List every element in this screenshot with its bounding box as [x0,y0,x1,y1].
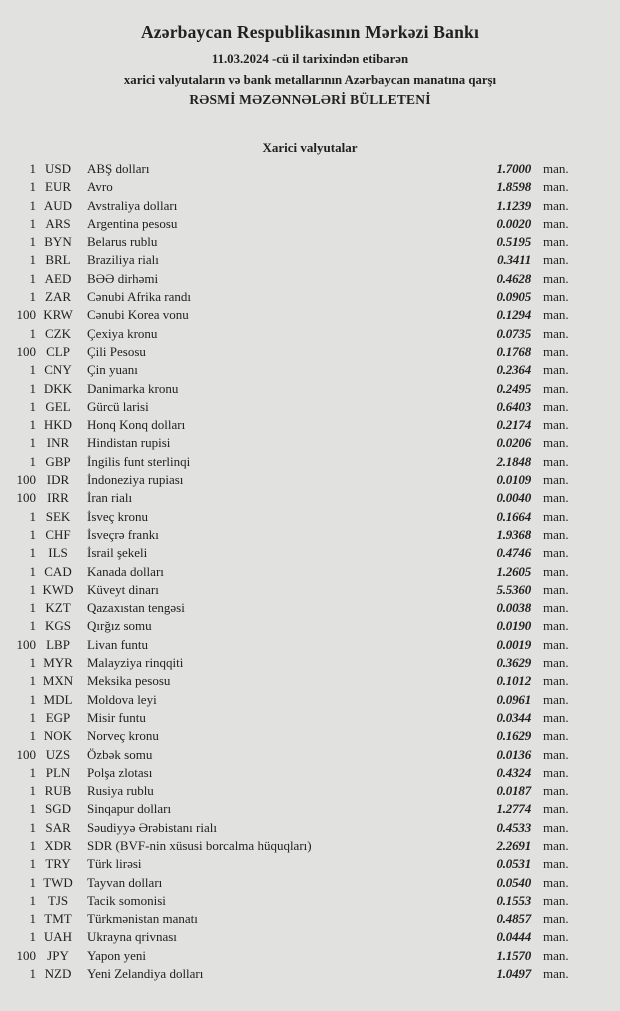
rate-value: 0.0905 [496,289,531,305]
rate-row [0,398,574,416]
rate-value: 1.1239 [496,197,531,213]
rate-value: 0.2495 [496,380,531,396]
rate-row [0,453,574,471]
currency-name: Qazaxıstan tengəsi [87,600,185,616]
currency-quantity: 1 [29,161,36,176]
rate-row [0,709,574,727]
currency-quantity: 1 [29,581,36,597]
currency-code: IDR [46,472,70,488]
currency-quantity: 1 [29,673,36,689]
rate-row [0,581,574,599]
currency-name: İsveçrə frankı [87,526,159,542]
currency-name: Sinqapur dolları [87,801,172,817]
currency-quantity: 1 [29,234,36,250]
rate-value: 0.3411 [497,252,531,268]
currency-quantity: 1 [29,600,36,616]
currency-code: CHF [45,526,71,542]
currency-name: Hindistan rupisi [87,435,171,451]
currency-code: EGP [45,709,71,725]
unit-label: man. [543,472,569,488]
currency-code: DKK [43,380,73,396]
rate-value: 0.4746 [496,545,531,561]
currency-quantity: 100 [16,307,36,323]
unit-label: man. [543,636,569,652]
currency-code: MDL [43,691,73,707]
currency-code: AUD [43,197,73,213]
currency-name: Türk lirəsi [87,856,142,872]
rate-value: 0.0540 [496,874,531,890]
currency-code: KRW [43,307,73,323]
currency-name: Qırğız somu [87,618,152,634]
rate-row [0,489,574,507]
rate-value: 0.0136 [496,746,531,762]
rate-row [0,233,574,251]
currency-name: Cənubi Korea vonu [87,307,189,323]
currency-quantity: 1 [29,179,36,195]
unit-label: man. [543,947,569,963]
currency-quantity: 1 [29,856,36,872]
bulletin-subtitle: xarici valyutaların və bank metallarının Azərbaycan manatına qarşı [123,73,497,87]
unit-label: man. [543,837,569,853]
currency-quantity: 100 [16,746,36,762]
unit-label: man. [543,655,569,671]
rate-value: 0.6403 [496,398,531,414]
currency-code: KWD [42,581,74,597]
currency-name: Çin yuanı [87,362,138,378]
rate-row [0,526,574,544]
unit-label: man. [543,307,569,323]
currency-quantity: 1 [29,728,36,744]
unit-label: man. [543,728,569,744]
rate-value: 0.1294 [496,307,531,323]
currency-name: Səudiyyə Ərəbistanı rialı [87,819,217,835]
rate-value: 0.2364 [496,362,531,378]
currency-code: MXN [42,673,74,689]
unit-label: man. [543,691,569,707]
currency-quantity: 1 [29,837,36,853]
unit-label: man. [543,490,569,506]
currency-code: GEL [45,398,71,414]
currency-code: XDR [44,837,72,853]
currency-name: İndoneziya rupiası [87,472,184,488]
currency-quantity: 1 [29,197,36,213]
currency-code: RUB [44,783,72,799]
currency-name: Honq Konq dolları [87,417,186,433]
currency-quantity: 1 [29,874,36,890]
rate-value: 0.0109 [496,472,531,488]
rate-row [0,599,574,617]
currency-name: SDR (BVF-nin xüsusi borcalma hüquqları) [87,837,312,853]
unit-label: man. [543,673,569,689]
rate-row [0,746,574,764]
currency-name: Çili Pesosu [87,343,146,359]
currency-name: Tayvan dolları [87,874,163,890]
unit-label: man. [543,746,569,762]
currency-quantity: 1 [29,453,36,469]
unit-label: man. [543,545,569,561]
currency-code: TRY [45,856,71,872]
section-title-foreign-currencies: Xarici valyutalar [262,140,358,155]
currency-quantity: 1 [29,618,36,634]
rate-value: 1.2774 [496,801,531,817]
unit-label: man. [543,618,569,634]
currency-name: İsveç kronu [87,508,149,524]
rate-value: 0.4324 [496,764,531,780]
currency-code: IRR [47,490,69,506]
currency-name: Moldova leyi [87,691,157,707]
rate-row [0,947,574,965]
currency-name: Polşa zlotası [87,764,153,780]
bulletin-header [0,0,620,108]
currency-code: TJS [47,892,69,908]
currency-name: Türkmənistan manatı [87,911,198,927]
rate-value: 1.0497 [496,966,531,982]
unit-label: man. [543,380,569,396]
rate-row [0,654,574,672]
rate-value: 0.0040 [496,490,531,506]
unit-label: man. [543,161,569,176]
rate-value: 1.2605 [496,563,531,579]
unit-label: man. [543,362,569,378]
currency-name: Misir funtu [87,709,146,725]
currency-quantity: 1 [29,764,36,780]
currency-name: İsrail şekeli [87,545,148,561]
currency-name: Küveyt dinarı [87,581,159,597]
unit-label: man. [543,289,569,305]
rate-row [0,764,574,782]
rate-row [0,800,574,818]
unit-label: man. [543,600,569,616]
unit-label: man. [543,783,569,799]
rate-row [0,617,574,635]
currency-quantity: 1 [29,325,36,341]
rate-value: 0.0187 [496,783,531,799]
rate-value: 0.5195 [496,234,531,250]
rate-row [0,380,574,398]
rate-row [0,855,574,873]
unit-label: man. [543,801,569,817]
rate-value: 1.7000 [496,161,531,176]
currency-quantity: 1 [29,398,36,414]
currency-name: Danimarka kronu [87,380,179,396]
currency-code: JPY [47,947,69,963]
unit-label: man. [543,234,569,250]
rate-row [0,306,574,324]
currency-code: HKD [43,417,73,433]
unit-label: man. [543,252,569,268]
currency-quantity: 1 [29,215,36,231]
currency-name: Gürcü larisi [87,398,149,414]
currency-code: TWD [43,874,73,890]
rate-value: 0.0735 [496,325,531,341]
rates-table [0,160,620,983]
currency-quantity: 100 [16,947,36,963]
rate-value: 0.4857 [496,911,531,927]
currency-name: ABŞ dolları [87,161,150,176]
unit-label: man. [543,435,569,451]
rate-row [0,215,574,233]
currency-code: SGD [44,801,71,817]
currency-code: UZS [45,746,71,762]
rate-value: 0.1664 [496,508,531,524]
unit-label: man. [543,453,569,469]
currency-name: Meksika pesosu [87,673,171,689]
currency-quantity: 100 [16,490,36,506]
rate-row [0,910,574,928]
currency-quantity: 1 [29,966,36,982]
rate-value: 0.1012 [496,673,531,689]
currency-quantity: 1 [29,545,36,561]
rate-value: 0.1553 [496,892,531,908]
currency-quantity: 100 [16,636,36,652]
currency-code: NOK [43,728,73,744]
currency-code: KGS [44,618,71,634]
currency-quantity: 1 [29,270,36,286]
currency-name: Rusiya rublu [87,783,154,799]
rate-row [0,874,574,892]
currency-name: BƏƏ dirhəmi [87,270,159,286]
rate-value: 0.4533 [496,819,531,835]
currency-code: CLP [46,343,70,359]
rate-value: 0.0020 [496,215,531,231]
currency-quantity: 1 [29,289,36,305]
rate-row [0,471,574,489]
rate-row [0,672,574,690]
rate-row [0,288,574,306]
currency-quantity: 1 [29,819,36,835]
currency-code: ZAR [45,289,71,305]
currency-code: AED [44,270,72,286]
rate-value: 0.0961 [496,691,531,707]
currency-name: Braziliya rialı [87,252,159,268]
currency-name: Malayziya rinqqiti [87,655,184,671]
rate-value: 0.0019 [496,636,531,652]
currency-name: İngilis funt sterlinqi [87,453,191,469]
currency-name: Yapon yeni [87,947,146,963]
currency-code: BRL [45,252,71,268]
rate-value: 0.1768 [496,343,531,359]
currency-name: Cənubi Afrika randı [87,289,191,305]
rate-value: 0.3629 [496,655,531,671]
currency-quantity: 1 [29,508,36,524]
currency-name: Yeni Zelandiya dolları [87,966,204,982]
rate-value: 0.0531 [496,856,531,872]
rate-row [0,361,574,379]
rate-value: 0.0190 [496,618,531,634]
unit-label: man. [543,581,569,597]
unit-label: man. [543,966,569,982]
currency-quantity: 1 [29,655,36,671]
rate-value: 0.0444 [496,929,531,945]
effective-date-line: 11.03.2024 -cü il tarixindən etibarən [211,52,409,66]
currency-code: LBP [46,636,70,652]
rate-row [0,691,574,709]
unit-label: man. [543,874,569,890]
currency-code: ARS [45,215,71,231]
currency-name: Kanada dolları [87,563,164,579]
unit-label: man. [543,929,569,945]
rate-value: 5.5360 [496,581,531,597]
currency-code: TMT [44,911,72,927]
currency-quantity: 1 [29,911,36,927]
rate-row [0,819,574,837]
currency-code: KZT [45,600,71,616]
currency-name: Belarus rublu [87,234,158,250]
rate-value: 0.0038 [496,600,531,616]
currency-quantity: 1 [29,801,36,817]
unit-label: man. [543,563,569,579]
currency-code: GBP [45,453,71,469]
currency-code: CNY [44,362,72,378]
currency-quantity: 1 [29,691,36,707]
currency-code: EUR [45,179,71,195]
rate-row [0,251,574,269]
rate-value: 2.1848 [496,453,531,469]
unit-label: man. [543,270,569,286]
rate-value: 2.2691 [496,837,531,853]
currency-name: Tacik somonisi [87,892,166,908]
currency-quantity: 1 [29,417,36,433]
currency-code: USD [44,161,71,176]
currency-name: Argentina pesosu [87,215,178,231]
rate-value: 0.0206 [496,435,531,451]
bulletin-title: RƏSMİ MƏZƏNNƏLƏRİ BÜLLETENİ [189,92,431,107]
currency-name: İran rialı [87,490,133,506]
rate-row [0,965,574,983]
rate-value: 1.9368 [496,526,531,542]
currency-code: INR [46,435,70,451]
unit-label: man. [543,819,569,835]
unit-label: man. [543,709,569,725]
rate-row [0,636,574,654]
currency-quantity: 1 [29,709,36,725]
currency-quantity: 1 [29,783,36,799]
currency-quantity: 1 [29,435,36,451]
currency-code: MYR [43,655,73,671]
currency-code: NZD [44,966,72,982]
unit-label: man. [543,325,569,341]
currency-quantity: 1 [29,892,36,908]
currency-code: SAR [45,819,71,835]
rate-value: 0.2174 [496,417,531,433]
currency-code: CZK [45,325,71,341]
unit-label: man. [543,215,569,231]
rate-row [0,416,574,434]
rate-value: 0.1629 [496,728,531,744]
rate-row [0,563,574,581]
currency-quantity: 1 [29,362,36,378]
currency-quantity: 100 [16,472,36,488]
currency-code: CAD [44,563,72,579]
rate-row [0,727,574,745]
unit-label: man. [543,417,569,433]
unit-label: man. [543,526,569,542]
unit-label: man. [543,764,569,780]
currency-code: SEK [45,508,71,524]
currency-name: Ukrayna qrivnası [87,929,177,945]
currency-name: Avstraliya dolları [87,197,178,213]
rate-value: 0.4628 [496,270,531,286]
rate-row [0,782,574,800]
currency-code: BYN [44,234,72,250]
currency-name: Avro [87,179,113,195]
unit-label: man. [543,343,569,359]
currency-code: PLN [45,764,71,780]
currency-name: Livan funtu [87,636,149,652]
rate-row [0,508,574,526]
rate-row [0,434,574,452]
currency-quantity: 100 [16,343,36,359]
rate-row [0,544,574,562]
unit-label: man. [543,892,569,908]
unit-label: man. [543,856,569,872]
rate-row [0,325,574,343]
rate-row [0,837,574,855]
bank-name-title: Azərbaycan Respublikasının Mərkəzi Bankı [140,22,480,42]
unit-label: man. [543,197,569,213]
rate-value: 1.8598 [496,179,531,195]
unit-label: man. [543,179,569,195]
unit-label: man. [543,911,569,927]
currency-name: Norveç kronu [87,728,159,744]
rate-row [0,178,574,196]
rate-row [0,270,574,288]
currency-quantity: 1 [29,563,36,579]
rate-value: 1.1570 [496,947,531,963]
currency-quantity: 1 [29,380,36,396]
currency-name: Çexiya kronu [87,325,158,341]
rate-row [0,928,574,946]
rate-row [0,197,574,215]
unit-label: man. [543,398,569,414]
rate-row [0,160,574,178]
unit-label: man. [543,508,569,524]
currency-code: ILS [48,545,68,561]
currency-name: Özbək somu [87,746,153,762]
rate-value: 0.0344 [496,709,531,725]
currency-quantity: 1 [29,252,36,268]
currency-code: UAH [43,929,73,945]
rate-row [0,892,574,910]
currency-quantity: 1 [29,526,36,542]
rate-row [0,343,574,361]
currency-quantity: 1 [29,929,36,945]
